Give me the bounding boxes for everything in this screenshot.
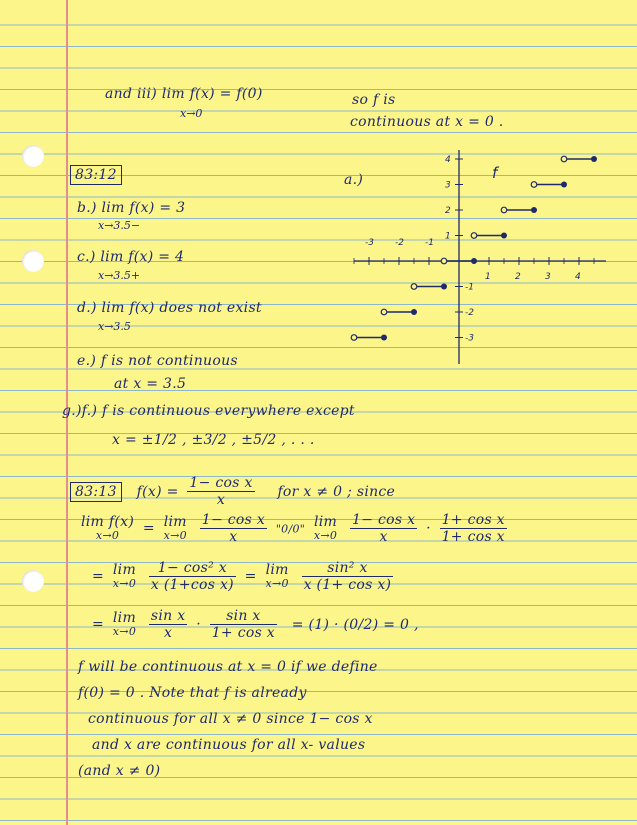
r1-frac3: $\frac{\text{1+ cos x}}{\text{1+ cos x}}$ xyxy=(441,512,505,545)
part-c: c.) lim f(x) = 4 xyxy=(77,249,185,265)
closed-endpoint xyxy=(531,207,537,213)
y-tick-label: 2 xyxy=(445,206,451,216)
r2-eq1: = xyxy=(92,568,105,585)
r1-indeterminate: "0/0" xyxy=(275,522,306,536)
open-endpoint xyxy=(381,309,387,315)
r2-lim2: lim x→0 xyxy=(265,561,289,591)
closed-endpoint xyxy=(561,182,567,188)
part-gf-values: x = ±1/2 , ±3/2 , ±5/2 , . . . xyxy=(112,432,315,448)
y-tick-label: -3 xyxy=(465,333,474,344)
open-endpoint xyxy=(531,182,537,188)
problem-83-12-label: 83:12 xyxy=(70,165,122,185)
closed-endpoint xyxy=(471,258,477,264)
r3-frac1: $\frac{\text{sin x}}{x}$ xyxy=(150,608,186,641)
r2-frac1: $\frac{\text{1− cos² x}}{\text{x (1+cos x)}}$ xyxy=(150,560,234,593)
part-e-line2: at x = 3.5 xyxy=(114,376,187,392)
def-fraction xyxy=(187,475,254,508)
closed-endpoint xyxy=(591,156,597,162)
def-rest: for x ≠ 0 ; since xyxy=(277,483,396,500)
part-c-sub: x→3.5+ xyxy=(98,269,141,282)
r3-frac2: $\frac{\text{sin x}}{\text{1+ cos x}}$ xyxy=(211,608,276,641)
closed-endpoint xyxy=(381,335,387,341)
closed-endpoint xyxy=(441,284,447,290)
graph-part-label: a.) xyxy=(344,172,364,188)
r1-lim2: lim x→0 xyxy=(163,513,187,543)
header-and-iii-sub: x→0 xyxy=(180,107,203,120)
binder-hole-middle xyxy=(22,250,44,272)
text-line-4: and x are continuous for all x- values xyxy=(92,737,366,753)
binder-hole-bottom xyxy=(22,570,44,592)
closed-endpoint xyxy=(501,233,507,239)
r1-frac1: $\frac{\text{1− cos x}}{x}$ xyxy=(201,512,266,545)
open-endpoint xyxy=(411,284,417,290)
y-tick-label: 3 xyxy=(445,180,451,191)
x-tick-label: -2 xyxy=(395,238,404,248)
y-tick-label: -1 xyxy=(465,282,474,293)
r1-eq: = xyxy=(142,520,155,537)
r1-lim3: lim x→0 xyxy=(313,513,338,543)
limit-row-2 xyxy=(92,560,397,593)
binder-hole-top xyxy=(22,145,44,167)
header-so-f-is: so f is xyxy=(352,92,396,108)
open-endpoint xyxy=(501,207,507,213)
header-and-iii: and iii) lim f(x) = f(0) xyxy=(105,86,263,102)
part-b: b.) lim f(x) = 3 xyxy=(77,200,186,216)
def-numerator: 1− cos x xyxy=(189,475,253,491)
part-gf: g.)f.) f is continuous everywhere except xyxy=(62,403,355,419)
closed-endpoint xyxy=(411,309,417,315)
r1-lim: lim f(x) x→0 xyxy=(81,513,135,543)
part-b-sub: x→3.5− xyxy=(98,219,141,232)
part-d-sub: x→3.5 xyxy=(98,320,131,333)
r3-eq1: = xyxy=(92,616,105,633)
y-tick-label: 1 xyxy=(445,231,451,242)
text-line-5: (and x ≠ 0) xyxy=(78,763,161,779)
r3-lim1: lim x→0 xyxy=(112,609,137,639)
x-tick-label: -3 xyxy=(365,238,374,248)
problem-83-13-label: 83:13 xyxy=(70,482,122,502)
r2-lim1: lim x→0 xyxy=(112,561,137,591)
part-d: d.) lim f(x) does not exist xyxy=(77,300,262,316)
step-function-graph xyxy=(350,148,610,368)
def-lhs: f(x) = xyxy=(136,483,179,500)
x-tick-label: 2 xyxy=(515,272,521,282)
open-endpoint xyxy=(471,233,477,239)
graph-f-label: f xyxy=(492,164,498,182)
x-tick-label: 1 xyxy=(485,272,491,282)
open-endpoint xyxy=(441,258,447,264)
x-tick-label: 4 xyxy=(575,272,581,282)
x-tick-label: 3 xyxy=(545,272,551,282)
r1-frac2: $\frac{\text{1− cos x}}{x}$ xyxy=(352,512,416,545)
part-e-line1: e.) f is not continuous xyxy=(77,353,238,369)
r2-eq2: = xyxy=(244,568,257,585)
x-tick-label: -1 xyxy=(425,238,434,248)
r2-frac2: $\frac{\text{sin² x}}{\text{x (1+ cos x)}}$ xyxy=(303,560,392,593)
header-continuous-at: continuous at x = 0 . xyxy=(350,114,504,130)
open-endpoint xyxy=(561,156,567,162)
y-tick-label: 4 xyxy=(445,155,451,165)
open-endpoint xyxy=(351,335,357,341)
r3-result: = (1) · (0/2) = 0 , xyxy=(291,616,419,633)
problem-83-13-def xyxy=(70,475,395,508)
y-tick-label: -2 xyxy=(465,308,474,318)
def-denominator: x xyxy=(216,492,226,508)
limit-row-3: = lim x→0 $\frac{\text{sin x}}{x}$ · $\frac{\text{sin x}}{\text{1+ cos x}}$ = (1) · (0/2) = 0 , xyxy=(92,608,419,641)
text-line-3: continuous for all x ≠ 0 since 1− cos x xyxy=(88,711,373,727)
text-line-1: f will be continuous at x = 0 if we define xyxy=(78,659,378,675)
text-line-2: f(0) = 0 . Note that f is already xyxy=(78,685,307,701)
limit-row-1: lim f(x) x→0 = lim x→0 $\frac{\text{1− cos x}}{x}$ "0/0" lim x→0 $\frac{\text{1− cos x}}{x}$ · $\frac{\text{1+ cos x}}{\text{1+ cos x}}$ xyxy=(81,512,505,545)
